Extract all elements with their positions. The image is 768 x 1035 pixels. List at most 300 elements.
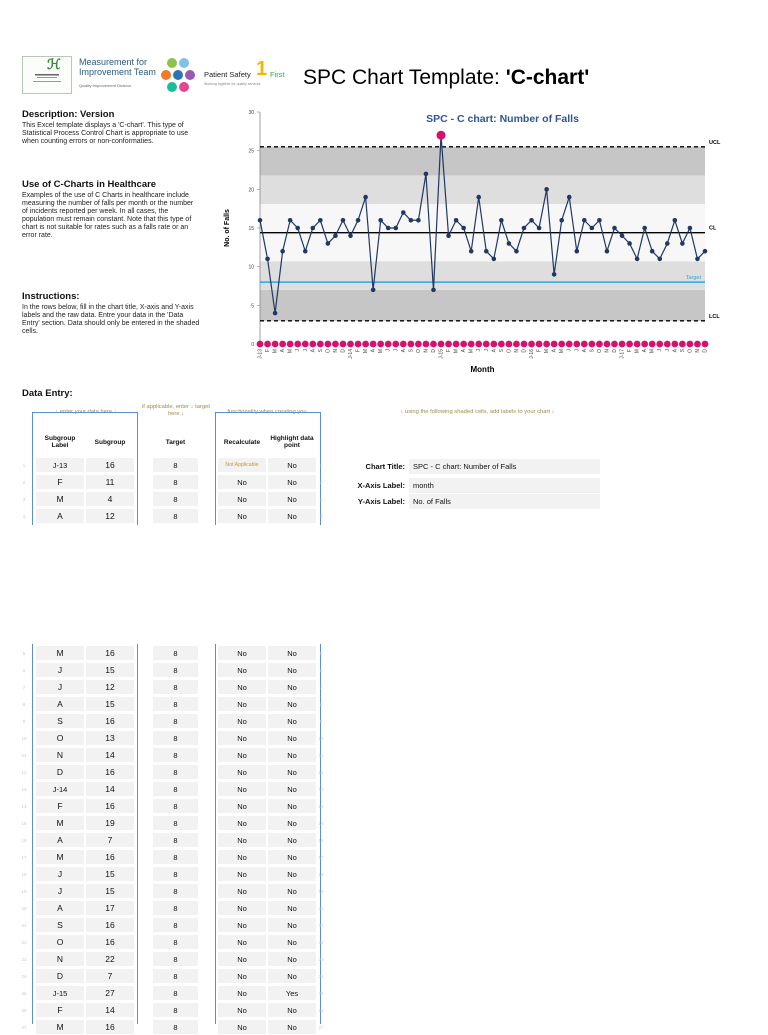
data-point <box>363 195 368 200</box>
highlight-cell[interactable]: No <box>268 833 316 848</box>
x-tick-label: J-16 <box>529 349 536 359</box>
data-point <box>295 226 300 231</box>
x-axis-marker <box>528 341 535 348</box>
recalculate-cell[interactable]: No <box>218 663 266 678</box>
row-number: 3 <box>319 497 323 502</box>
highlight-cell[interactable]: No <box>268 969 316 984</box>
recalculate-cell[interactable]: No <box>218 935 266 950</box>
row-number: 15 <box>21 821 27 826</box>
row-number: 27 <box>318 1025 324 1030</box>
subgroup-value-cell[interactable]: 16 <box>86 646 134 661</box>
subgroup-label-cell[interactable]: N <box>36 748 84 763</box>
hint-enter-data: ↓ enter your data here ↓ <box>55 409 117 415</box>
x-tick-label: D <box>521 349 528 353</box>
highlight-cell[interactable]: No <box>268 680 316 695</box>
x-tick-label: J <box>393 349 400 352</box>
row-number: 23 <box>318 957 324 962</box>
data-point <box>288 218 293 223</box>
x-axis-marker <box>430 341 437 348</box>
target-cell[interactable]: 8 <box>153 782 198 797</box>
chart-title-label: Chart Title: <box>365 462 405 471</box>
highlight-cell[interactable]: No <box>268 850 316 865</box>
x-axis-marker <box>377 341 384 348</box>
subgroup-label-cell[interactable]: A <box>36 901 84 916</box>
highlight-cell[interactable]: No <box>268 884 316 899</box>
data-point <box>454 218 459 223</box>
row-number: 5 <box>319 651 323 656</box>
row-number: 23 <box>21 957 27 962</box>
subgroup-value-cell[interactable]: 17 <box>86 901 134 916</box>
ucl-label: UCL <box>709 139 721 146</box>
x-axis-marker <box>407 341 414 348</box>
row-number: 20 <box>21 906 27 911</box>
target-cell[interactable]: 8 <box>153 731 198 746</box>
x-axis-marker <box>656 341 663 348</box>
x-axis-label-input[interactable]: month <box>409 478 600 493</box>
highlight-cell[interactable]: No <box>268 748 316 763</box>
x-axis-marker <box>513 341 520 348</box>
row-number: 13 <box>21 787 27 792</box>
subgroup-value-cell[interactable]: 16 <box>86 850 134 865</box>
highlight-cell[interactable]: Yes <box>268 986 316 1001</box>
x-tick-label: O <box>596 349 603 353</box>
x-tick-label: J-17 <box>619 349 626 359</box>
page-title <box>303 66 589 90</box>
row-number: 12 <box>318 770 324 775</box>
subgroup-value-cell[interactable]: 4 <box>86 492 134 507</box>
x-tick-label: S <box>498 349 505 353</box>
subgroup-value-cell[interactable]: 14 <box>86 748 134 763</box>
x-tick-label: F <box>536 349 543 353</box>
highlight-cell[interactable]: No <box>268 952 316 967</box>
x-axis-marker <box>581 341 588 348</box>
target-label: Target <box>685 275 701 282</box>
subgroup-label-cell[interactable]: J <box>36 663 84 678</box>
sigma-band <box>260 147 705 176</box>
subgroup-value-cell[interactable]: 12 <box>86 680 134 695</box>
highlight-cell[interactable]: No <box>268 901 316 916</box>
data-point <box>461 226 466 231</box>
sigma-band <box>260 290 705 321</box>
subgroup-label-cell[interactable]: F <box>36 1003 84 1018</box>
chart-title: SPC - C chart: Number of Falls <box>426 113 579 125</box>
target-cell[interactable]: 8 <box>153 799 198 814</box>
row-number: 9 <box>319 719 323 724</box>
subgroup-label-cell[interactable]: J <box>36 884 84 899</box>
subgroup-label-cell[interactable]: A <box>36 509 84 524</box>
subgroup-label-cell[interactable]: M <box>36 1020 84 1035</box>
mit-line2: Improvement Team <box>79 67 156 77</box>
row-number: 12 <box>21 770 27 775</box>
row-number: 22 <box>318 940 324 945</box>
target-cell[interactable]: 8 <box>153 1003 198 1018</box>
data-entry-title: Data Entry: <box>22 388 73 399</box>
title-bold: 'C-chart' <box>505 66 590 89</box>
data-point <box>356 218 361 223</box>
recalculate-cell[interactable]: No <box>218 850 266 865</box>
ps-sub: Working together for quality services <box>204 82 261 86</box>
subgroup-value-cell[interactable]: 14 <box>86 1003 134 1018</box>
recalculate-cell[interactable]: No <box>218 731 266 746</box>
y-axis-title: No. of Falls <box>224 209 231 247</box>
data-point <box>612 226 617 231</box>
subgroup-value-cell[interactable]: 13 <box>86 731 134 746</box>
recalculate-cell[interactable]: No <box>218 680 266 695</box>
highlight-cell[interactable]: No <box>268 816 316 831</box>
subgroup-value-cell[interactable]: 16 <box>86 765 134 780</box>
x-axis-marker <box>649 341 656 348</box>
recalculate-cell[interactable]: No <box>218 833 266 848</box>
mit-sub: Quality Improvement Division <box>79 83 132 88</box>
data-point <box>665 241 670 246</box>
y-tick-label: 10 <box>248 264 254 271</box>
recalculate-cell[interactable]: No <box>218 714 266 729</box>
instr-text: In the rows below, fill in the chart title, X-axis and Y-axis labels and the raw data. Entre your data in the 'Data Entry' section. Data should only be entered in the shaded cells. <box>22 304 200 335</box>
recalculate-cell[interactable]: No <box>218 1003 266 1018</box>
x-tick-label: F <box>627 349 634 353</box>
highlight-cell[interactable]: No <box>268 867 316 882</box>
x-tick-label: O <box>687 349 694 353</box>
data-point <box>333 233 338 238</box>
recalculate-cell[interactable]: No <box>218 918 266 933</box>
x-axis-marker <box>302 341 309 348</box>
highlight-cell[interactable]: No <box>268 1003 316 1018</box>
subgroup-label-cell[interactable]: O <box>36 731 84 746</box>
x-tick-label: N <box>513 349 520 353</box>
x-tick-label: A <box>581 349 588 353</box>
x-tick-label: O <box>506 349 513 353</box>
highlight-cell[interactable]: No <box>268 918 316 933</box>
sigma-band <box>260 261 705 290</box>
recalculate-cell[interactable]: No <box>218 969 266 984</box>
recalculate-cell[interactable]: No <box>218 799 266 814</box>
x-tick-label: J-13 <box>257 349 264 359</box>
x-tick-label: A <box>370 349 377 353</box>
row-number: 3 <box>22 497 26 502</box>
subgroup-value-cell[interactable]: 15 <box>86 663 134 678</box>
x-tick-label: J <box>574 349 581 352</box>
x-axis-marker <box>694 341 701 348</box>
data-point <box>424 172 429 177</box>
data-point <box>258 218 263 223</box>
hint-target: if applicable, enter ↓ target here ↓ <box>142 404 210 417</box>
highlight-cell[interactable]: No <box>268 458 316 473</box>
subgroup-value-cell[interactable]: 16 <box>86 714 134 729</box>
subgroup-label-cell[interactable]: F <box>36 799 84 814</box>
highlight-cell[interactable]: No <box>268 1020 316 1035</box>
target-cell[interactable]: 8 <box>153 697 198 712</box>
data-point <box>620 233 625 238</box>
highlight-cell[interactable]: No <box>268 697 316 712</box>
x-axis-marker <box>370 341 377 348</box>
recalculate-cell[interactable]: No <box>218 748 266 763</box>
x-tick-label: A <box>280 349 287 353</box>
target-cell[interactable]: 8 <box>153 969 198 984</box>
data-point <box>386 226 391 231</box>
subgroup-value-cell[interactable]: 14 <box>86 782 134 797</box>
row-number: 8 <box>319 702 323 707</box>
x-tick-label: M <box>363 349 370 354</box>
x-axis-marker <box>566 341 573 348</box>
ps-one-icon: 1 <box>256 58 268 80</box>
recalculate-cell[interactable]: No <box>218 901 266 916</box>
data-point <box>574 249 579 254</box>
subgroup-value-cell[interactable]: 15 <box>86 884 134 899</box>
x-axis-marker <box>340 341 347 348</box>
target-cell[interactable]: 8 <box>153 492 198 507</box>
target-cell[interactable]: 8 <box>153 850 198 865</box>
subgroup-label-cell[interactable]: D <box>36 765 84 780</box>
target-cell[interactable]: 8 <box>153 901 198 916</box>
target-cell[interactable]: 8 <box>153 867 198 882</box>
highlight-cell[interactable]: No <box>268 765 316 780</box>
data-point <box>559 218 564 223</box>
mit-line1: Measurement for <box>79 57 148 67</box>
data-point <box>695 257 700 262</box>
row-number: 19 <box>21 889 27 894</box>
x-tick-label: N <box>423 349 430 353</box>
subgroup-value-cell[interactable]: 7 <box>86 833 134 848</box>
subgroup-label-cell[interactable]: M <box>36 646 84 661</box>
x-tick-label: J <box>483 349 490 352</box>
target-cell[interactable]: 8 <box>153 935 198 950</box>
row-number: 11 <box>318 753 324 758</box>
subgroup-value-cell[interactable]: 22 <box>86 952 134 967</box>
x-axis-marker <box>415 341 422 348</box>
x-axis-marker <box>347 341 354 348</box>
ps-text: Patient Safety <box>204 70 251 79</box>
subgroup-value-cell[interactable]: 16 <box>86 799 134 814</box>
target-cell[interactable]: 8 <box>153 663 198 678</box>
recalculate-cell[interactable]: No <box>218 509 266 524</box>
x-axis-marker <box>453 341 460 348</box>
highlight-cell[interactable]: No <box>268 799 316 814</box>
subgroup-value-cell[interactable]: 16 <box>86 458 134 473</box>
data-point <box>303 249 308 254</box>
target-cell[interactable]: 8 <box>153 714 198 729</box>
data-point <box>265 257 270 262</box>
x-tick-label: J <box>476 349 483 352</box>
data-point <box>507 241 512 246</box>
x-axis-marker <box>264 341 271 348</box>
row-number: 13 <box>318 787 324 792</box>
x-axis-title: Month <box>470 365 495 374</box>
header-highlight: Highlight data point <box>270 435 314 449</box>
x-tick-label: J <box>385 349 392 352</box>
subgroup-label-cell[interactable]: N <box>36 952 84 967</box>
data-point <box>378 218 383 223</box>
lcl-label: LCL <box>709 313 720 320</box>
data-point <box>469 249 474 254</box>
x-tick-label: A <box>461 349 468 353</box>
target-cell[interactable]: 8 <box>153 475 198 490</box>
row-number: 7 <box>319 685 323 690</box>
x-axis-marker <box>362 341 369 348</box>
highlight-cell[interactable]: No <box>268 731 316 746</box>
x-axis-marker <box>490 341 497 348</box>
data-point <box>393 226 398 231</box>
y-tick-label: 0 <box>251 342 254 348</box>
x-tick-label: D <box>430 349 437 353</box>
row-number: 26 <box>21 1008 27 1013</box>
highlight-cell[interactable]: No <box>268 935 316 950</box>
instr-title: Instructions: <box>22 291 80 302</box>
data-point <box>590 226 595 231</box>
subgroup-label-cell[interactable]: A <box>36 833 84 848</box>
x-axis-marker <box>438 341 445 348</box>
subgroup-value-cell[interactable]: 16 <box>86 918 134 933</box>
x-axis-marker <box>468 341 475 348</box>
target-cell[interactable]: 8 <box>153 680 198 695</box>
recalculate-cell[interactable]: No <box>218 475 266 490</box>
y-tick-label: 5 <box>251 303 254 310</box>
row-number: 16 <box>21 838 27 843</box>
x-tick-label: F <box>265 349 272 353</box>
highlight-cell[interactable]: No <box>268 492 316 507</box>
data-point <box>409 218 414 223</box>
subgroup-label-cell[interactable]: J-15 <box>36 986 84 1001</box>
highlight-cell[interactable]: No <box>268 782 316 797</box>
target-cell[interactable]: 8 <box>153 952 198 967</box>
subgroup-label-cell[interactable]: S <box>36 918 84 933</box>
subgroup-value-cell[interactable]: 12 <box>86 509 134 524</box>
target-cell[interactable]: 8 <box>153 1020 198 1035</box>
subgroup-label-cell[interactable]: D <box>36 969 84 984</box>
recalculate-cell[interactable]: No <box>218 697 266 712</box>
desc-title: Description: Version <box>22 109 115 120</box>
recalculate-cell[interactable]: No <box>218 986 266 1001</box>
y-tick-label: 25 <box>248 148 254 155</box>
x-tick-label: D <box>702 349 709 353</box>
subgroup-value-cell[interactable]: 27 <box>86 986 134 1001</box>
target-cell[interactable]: 8 <box>153 458 198 473</box>
subgroup-value-cell[interactable]: 16 <box>86 935 134 950</box>
x-axis-marker <box>551 341 558 348</box>
subgroup-label-cell[interactable]: J-14 <box>36 782 84 797</box>
data-point <box>310 226 315 231</box>
subgroup-label-cell[interactable]: J <box>36 867 84 882</box>
subgroup-value-cell[interactable]: 7 <box>86 969 134 984</box>
y-axis-label-label: Y-Axis Label: <box>357 497 405 506</box>
target-cell[interactable]: 8 <box>153 918 198 933</box>
data-point <box>688 226 693 231</box>
recalculate-cell[interactable]: No <box>218 816 266 831</box>
x-axis-marker <box>257 341 264 348</box>
subgroup-value-cell[interactable]: 15 <box>86 697 134 712</box>
recalculate-cell[interactable]: No <box>218 646 266 661</box>
subgroup-value-cell[interactable]: 11 <box>86 475 134 490</box>
row-number: 4 <box>319 514 323 519</box>
x-tick-label: N <box>332 349 339 353</box>
row-number: 21 <box>318 923 324 928</box>
highlight-cell[interactable]: No <box>268 475 316 490</box>
target-cell[interactable]: 8 <box>153 816 198 831</box>
x-axis-marker <box>558 341 565 348</box>
recalculate-cell[interactable]: No <box>218 884 266 899</box>
x-tick-label: J <box>302 349 309 352</box>
x-axis-marker <box>498 341 505 348</box>
recalculate-cell[interactable]: No <box>218 782 266 797</box>
x-tick-label: D <box>611 349 618 353</box>
target-cell[interactable]: 8 <box>153 748 198 763</box>
x-tick-label: S <box>317 349 324 353</box>
subgroup-label-cell[interactable]: O <box>36 935 84 950</box>
data-point <box>635 257 640 262</box>
recalculate-cell[interactable]: No <box>218 492 266 507</box>
x-axis-marker <box>543 341 550 348</box>
subgroup-label-cell[interactable]: J <box>36 680 84 695</box>
highlight-cell[interactable]: No <box>268 646 316 661</box>
subgroup-label-cell[interactable]: S <box>36 714 84 729</box>
subgroup-value-cell[interactable]: 15 <box>86 867 134 882</box>
data-point <box>582 218 587 223</box>
target-cell[interactable]: 8 <box>153 833 198 848</box>
target-cell[interactable]: 8 <box>153 884 198 899</box>
target-cell[interactable]: 8 <box>153 646 198 661</box>
row-number: 24 <box>318 974 324 979</box>
target-cell[interactable]: 8 <box>153 986 198 1001</box>
highlight-cell[interactable]: No <box>268 714 316 729</box>
data-point <box>476 195 481 200</box>
x-tick-label: J <box>657 349 664 352</box>
subgroup-label-cell[interactable]: F <box>36 475 84 490</box>
x-tick-label: A <box>642 349 649 353</box>
row-number: 21 <box>21 923 27 928</box>
subgroup-label-cell[interactable]: M <box>36 492 84 507</box>
subgroup-label-cell[interactable]: A <box>36 697 84 712</box>
hse-mark-icon: ℋ <box>47 56 61 72</box>
subgroup-value-cell[interactable]: 19 <box>86 816 134 831</box>
target-cell[interactable]: 8 <box>153 509 198 524</box>
target-cell[interactable]: 8 <box>153 765 198 780</box>
ps-first: First <box>270 70 285 79</box>
recalculate-cell[interactable]: No <box>218 1020 266 1035</box>
x-axis-marker <box>475 341 482 348</box>
subgroup-label-cell[interactable]: J-13 <box>36 458 84 473</box>
y-tick-label: 30 <box>248 110 254 116</box>
recalculate-cell[interactable]: No <box>218 952 266 967</box>
subgroup-label-cell[interactable]: M <box>36 850 84 865</box>
recalculate-cell[interactable]: No <box>218 765 266 780</box>
highlight-cell[interactable]: No <box>268 663 316 678</box>
row-number: 19 <box>318 889 324 894</box>
highlight-cell[interactable]: No <box>268 509 316 524</box>
y-axis-label-input[interactable]: No. of Falls <box>409 494 600 509</box>
data-point <box>484 249 489 254</box>
x-tick-label: N <box>604 349 611 353</box>
x-axis-marker <box>634 341 641 348</box>
subgroup-label-cell[interactable]: M <box>36 816 84 831</box>
row-number: 22 <box>21 940 27 945</box>
data-point <box>514 249 519 254</box>
x-axis-marker <box>392 341 399 348</box>
x-tick-label: M <box>468 349 475 354</box>
row-number: 14 <box>318 804 324 809</box>
x-axis-marker <box>626 341 633 348</box>
row-number: 9 <box>22 719 26 724</box>
recalculate-cell[interactable]: Not Applicable <box>218 458 266 473</box>
chart-title-input[interactable]: SPC - C chart: Number of Falls <box>409 459 600 474</box>
x-axis-marker <box>460 341 467 348</box>
x-tick-label: O <box>415 349 422 353</box>
row-number: 2 <box>22 480 26 485</box>
data-point <box>416 218 421 223</box>
x-tick-label: F <box>446 349 453 353</box>
recalculate-cell[interactable]: No <box>218 867 266 882</box>
subgroup-value-cell[interactable]: 16 <box>86 1020 134 1035</box>
hint-functionality: functionality when creating you <box>227 409 307 415</box>
data-point <box>642 226 647 231</box>
